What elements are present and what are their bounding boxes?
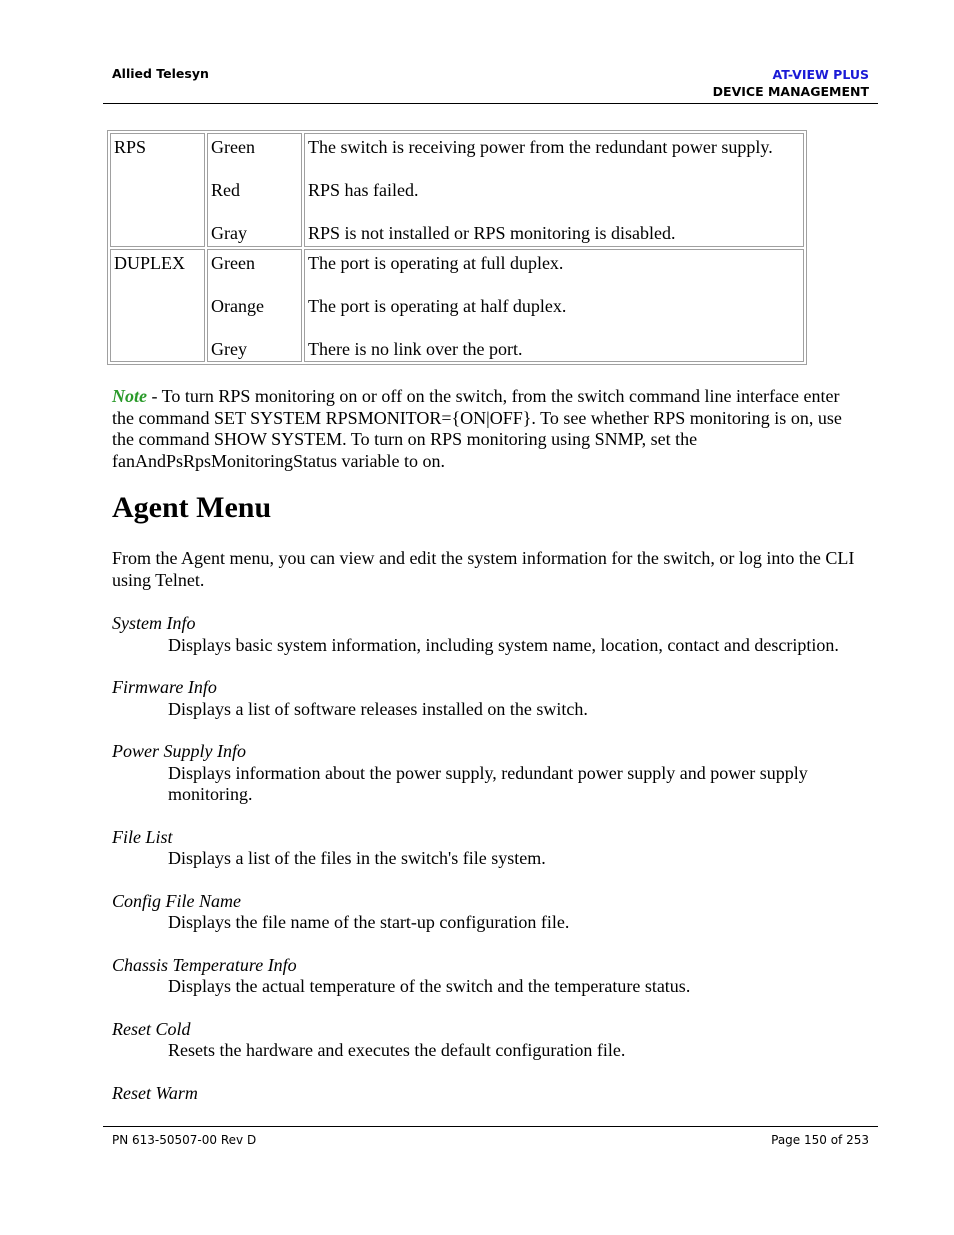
menu-item [112, 891, 882, 934]
table-cell-meanings: The port is operating at full duplex. The port is operating at half duplex. There is no link over the port. [304, 249, 804, 363]
menu-item-desc: Resets the hardware and executes the default configuration file. [168, 1040, 626, 1060]
footer-page-number: Page 150 of 253 [771, 1133, 869, 1147]
table-row [110, 249, 804, 363]
menu-item-desc: Displays information about the power supply, redundant power supply and power supply monitoring. [168, 762, 808, 804]
intro-paragraph: From the Agent menu, you can view and edit the system information for the switch, or log into the CLI using Telnet. [112, 548, 855, 590]
status-table [107, 130, 807, 365]
menu-item-term: System Info [112, 613, 196, 633]
note-text: - To turn RPS monitoring on or off on the switch, from the switch command line interface enter the command SET SYSTEM RPSMONITOR={ON|OFF}. To see whether RPS monitoring is on, use the command SHOW SYSTEM. To turn on RPS monitoring using SNMP, set the fanAndPsRpsMonitoringStatus variable to on. [112, 386, 842, 471]
menu-item-desc: Displays the file name of the start-up configuration file. [168, 912, 570, 932]
menu-item [112, 741, 882, 806]
header-section: DEVICE MANAGEMENT [712, 84, 869, 99]
footer-part-number: PN 613-50507-00 Rev D [112, 1133, 257, 1147]
table-cell-colors: Green Orange Grey [207, 249, 302, 363]
menu-item [112, 1019, 882, 1062]
menu-item-term: Power Supply Info [112, 741, 246, 761]
menu-item-desc: Displays a list of software releases installed on the switch. [168, 698, 588, 719]
table-row [110, 133, 804, 247]
menu-item [112, 613, 882, 656]
table-cell-meanings: The switch is receiving power from the redundant power supply. RPS has failed. RPS is not installed or RPS monitoring is disabled. [304, 133, 804, 247]
header-company: Allied Telesyn [112, 66, 209, 81]
menu-item [112, 1083, 882, 1105]
header-rule [103, 103, 878, 104]
menu-item-term: Chassis Temperature Info [112, 954, 297, 975]
section-title: Agent Menu [112, 491, 272, 524]
menu-item [112, 677, 882, 720]
menu-item [112, 955, 882, 998]
table-cell-name: RPS [110, 133, 205, 247]
menu-item [112, 827, 882, 870]
menu-item-term: Firmware Info [112, 677, 217, 697]
menu-item-term: Reset Cold [112, 1018, 191, 1039]
menu-item-desc: Displays the actual temperature of the switch and the temperature status. [168, 976, 691, 996]
menu-item-desc: Displays basic system information, including system name, location, contact and description. [168, 634, 839, 655]
note-paragraph [112, 386, 852, 472]
menu-item-list [112, 613, 882, 1125]
menu-item-term: File List [112, 826, 173, 847]
table-cell-colors: Green Red Gray [207, 133, 302, 247]
footer-rule [103, 1126, 878, 1127]
menu-item-term: Reset Warm [112, 1082, 198, 1103]
menu-item-desc: Displays a list of the files in the switch's file system. [168, 848, 546, 868]
note-label: Note [112, 386, 147, 406]
table-cell-name: DUPLEX [110, 249, 205, 363]
header-right [713, 66, 869, 100]
header-product: AT-VIEW PLUS [772, 67, 869, 82]
menu-item-term: Config File Name [112, 890, 241, 911]
